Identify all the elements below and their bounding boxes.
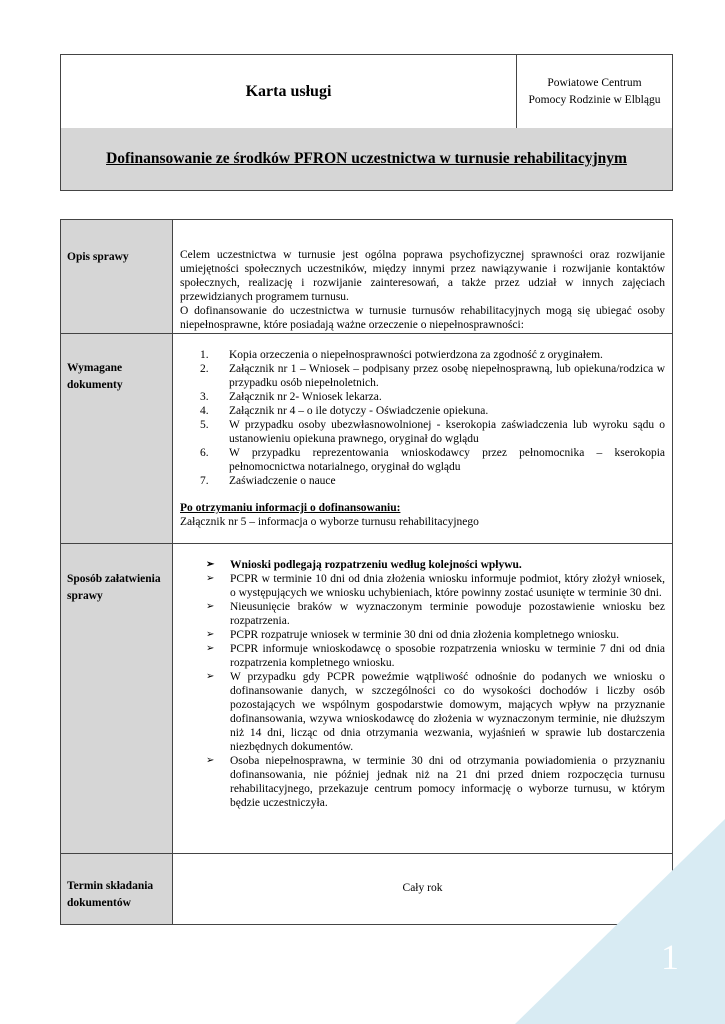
documents-list [180, 348, 665, 488]
procedure-item: ➢ Osoba niepełnosprawna, w terminie 30 dni od otrzymania powiadomienia o przyznaniu dofinansowania, nie później jednak niż na 21 dni przed dniem rozpoczęcia turnusu rehabilitacyjnego, przekazuje centrum pomocy informację o wyborze turnusu, w którym będzie uczestniczyła. [206, 755, 665, 809]
arrow-bullet-icon: ➢ [206, 755, 215, 766]
organization-line-1: Powiatowe Centrum [547, 76, 642, 89]
opis-paragraph-2: O dofinansowanie do uczestnictwa w turnusie turnusów rehabilitacyjnych mogą się ubiegać osoby niepełnosprawne, które posiadają ważne orzeczenie o niepełnosprawności: [180, 305, 665, 331]
header-table [60, 54, 673, 191]
termin-label: Termin składania dokumentów [61, 854, 173, 924]
wymagane-label: Wymagane dokumenty [61, 334, 173, 543]
sposob-label: Sposób załatwienia sprawy [61, 544, 173, 853]
procedure-item: ➢ W przypadku gdy PCPR poweźmie wątpliwość odnośnie do podanych we wniosku o dofinansowanie danych, w szczególności co do wysokości dochodów i liczby osób pozostających we wspólnym gospodarstwie domowym, mających wpływ na przyznanie dofinansowania, wzywa wnioskodawcę do złożenia w wyznaczonym terminie, nie dłuższym niż 14 dni, licząc od dnia otrzymania wezwania, wyjaśnień w sprawie lub dostarczenia niezbędnych dokumentów. [206, 671, 665, 753]
opis-label: Opis sprawy [61, 220, 173, 333]
sposob-content [173, 544, 672, 853]
document-item: 4. Załącznik nr 4 – o ile dotyczy - Oświadczenie opiekuna. [200, 405, 489, 417]
document-item: 3. Załącznik nr 2- Wniosek lekarza. [200, 391, 382, 403]
card-title: Karta usługi [61, 55, 517, 128]
after-decision-heading: Po otrzymaniu informacji o dofinansowaniu: [180, 502, 401, 514]
opis-paragraph-1: Celem uczestnictwa w turnusie jest ogólna poprawa psychofizycznej sprawności oraz rozwijanie umiejętności społecznych uczestników, między innymi przez nawiązywanie i rozwijanie kontaktów społecznych, realizację i rozwijanie zainteresowań, a także przez udział w innych zajęciach przewidzianych programem turnusu. [180, 249, 665, 303]
procedure-list [180, 558, 665, 810]
document-item: 5. W przypadku osoby ubezwłasnowolnionej - kserokopia zaświadczenia lub wyroku sądu o ustanowieniu opiekuna prawnego, oryginał do wglądu [200, 419, 665, 445]
document-item: 1. Kopia orzeczenia o niepełnosprawności potwierdzona za zgodność z oryginałem. [200, 349, 603, 361]
page-number: 1 [661, 937, 679, 977]
arrow-bullet-icon: ➢ [206, 573, 215, 584]
arrow-bullet-icon: ➢ [206, 601, 215, 612]
arrow-bullet-icon: ➢ [206, 559, 215, 570]
header-top-row [61, 55, 672, 129]
document-item: 7. Zaświadczenie o nauce [200, 475, 336, 487]
procedure-item: ➢ Nieusunięcie braków w wyznaczonym terminie powoduje pozostawienie wniosku bez rozpatrzenia. [206, 601, 665, 627]
organization-line-2: Pomocy Rodzinie w Elblągu [528, 93, 661, 106]
organization-name [517, 55, 672, 128]
after-decision-document: Załącznik nr 5 – informacja o wyborze turnusu rehabilitacyjnego [180, 516, 479, 528]
row-wymagane [61, 334, 672, 544]
document-item: 2. Załącznik nr 1 – Wniosek – podpisany przez osobę niepełnosprawną, lub opiekuna/rodzica w przypadku osób niepełnoletnich. [200, 363, 665, 389]
arrow-bullet-icon: ➢ [206, 671, 215, 682]
row-termin [61, 854, 672, 924]
arrow-bullet-icon: ➢ [206, 629, 215, 640]
procedure-item: ➢ PCPR informuje wnioskodawcę o sposobie rozpatrzenia wniosku w terminie 7 dni od dnia rozpatrzenia kompletnego wniosku. [206, 643, 665, 669]
procedure-item: ➢ PCPR rozpatruje wniosek w terminie 30 dni od dnia złożenia kompletnego wniosku. [206, 629, 620, 641]
wymagane-content [173, 334, 672, 543]
arrow-bullet-icon: ➢ [206, 643, 215, 654]
procedure-item: ➢ PCPR w terminie 10 dni od dnia złożenia wniosku informuje podmiot, który złożył wniosek, o występujących we wniosku uchybieniach, które powinny zostać usunięte w terminie 30 dni. [206, 573, 665, 599]
row-opis [61, 220, 672, 334]
subject-row [61, 128, 672, 190]
row-sposob [61, 544, 672, 854]
subject-heading: Dofinansowanie ze środków PFRON uczestnictwa w turnusie rehabilitacyjnym [106, 150, 627, 167]
service-details-table [60, 219, 673, 925]
termin-value: Cały rok [402, 882, 443, 894]
opis-content [173, 220, 672, 333]
procedure-item: ➢ Wnioski podlegają rozpatrzeniu według kolejności wpływu. [206, 559, 522, 571]
document-item: 6. W przypadku reprezentowania wnioskodawcy przez pełnomocnika – kserokopia pełnomocnictwa notarialnego, oryginał do wglądu [200, 447, 665, 473]
